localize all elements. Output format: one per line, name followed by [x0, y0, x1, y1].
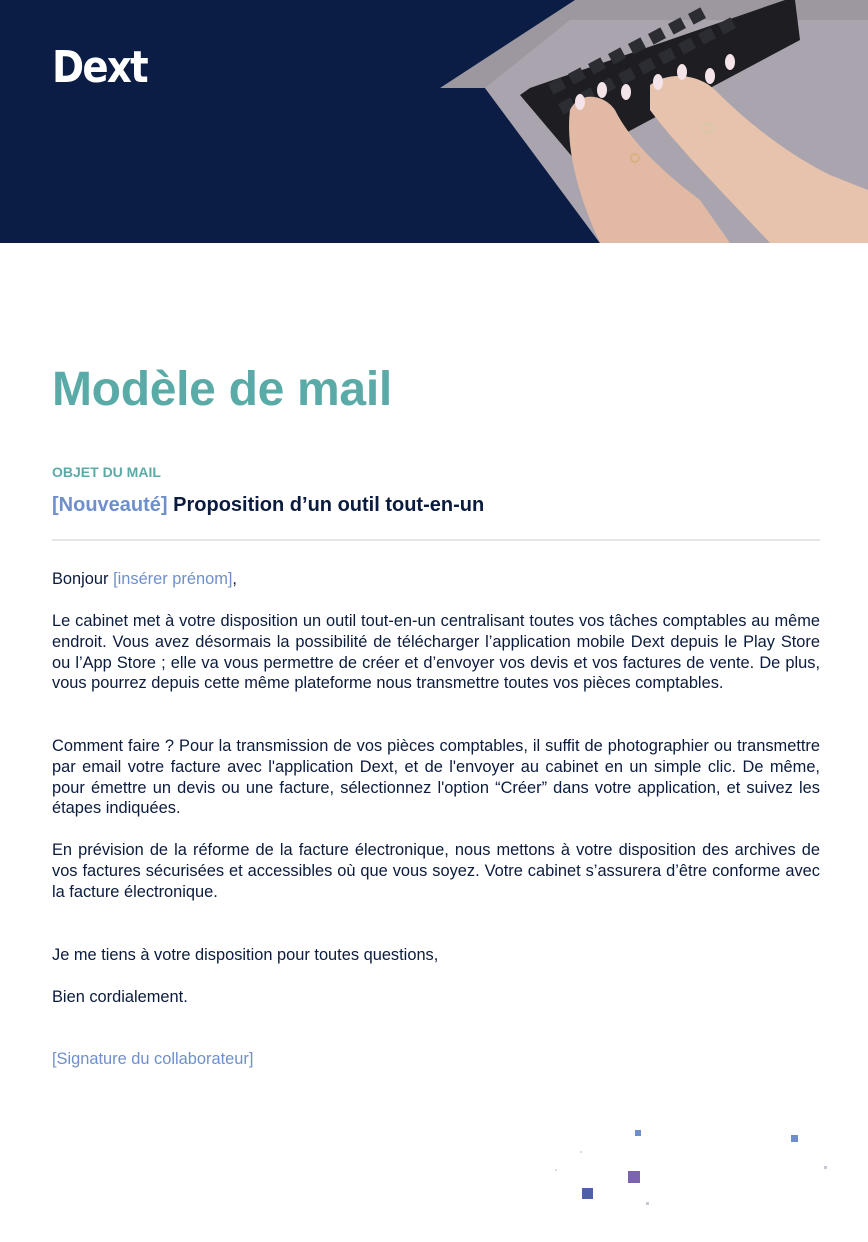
- decor-square: [628, 1171, 640, 1183]
- laptop-typing-photo: [430, 0, 868, 243]
- subject-label: OBJET DU MAIL: [52, 464, 161, 480]
- subject-line: [52, 494, 484, 517]
- greeting-comma: ,: [232, 570, 237, 588]
- greeting-text: Bonjour: [52, 570, 109, 588]
- closing-regards: Bien cordialement.: [52, 988, 188, 1006]
- paragraph-how-to: Comment faire ? Pour la transmission de vos pièces comptables, il suffit de photographier ou transmettre par email votre facture avec l'application Dext, et de l'envoyer au cabinet en un simple clic. De même, pour émettre un devis ou une facture, sélectionnez l'option “Créer” dans votre application, et suivez les étapes indiquées.: [52, 737, 820, 818]
- decor-square: [555, 1169, 557, 1171]
- decor-square: [791, 1135, 798, 1142]
- decor-square: [824, 1166, 827, 1169]
- decor-square: [635, 1130, 641, 1136]
- greeting-line: [52, 569, 820, 590]
- decorative-dots: [540, 1120, 840, 1220]
- dext-logo: Dext: [52, 42, 147, 93]
- divider: [52, 539, 820, 541]
- first-name-placeholder: [insérer prénom]: [113, 570, 233, 588]
- paragraph-e-invoicing: En prévision de la réforme de la facture électronique, nous mettons à votre disposition des archives de vos factures sécurisées et accessibles où que vous soyez. Votre cabinet s’assurera d’être conforme avec la facture électronique.: [52, 841, 820, 901]
- closing-availability: Je me tiens à votre disposition pour toutes questions,: [52, 946, 439, 964]
- header-banner: [0, 0, 868, 243]
- subject-tag-placeholder: [Nouveauté]: [52, 494, 168, 516]
- page-title: Modèle de mail: [52, 363, 392, 416]
- paragraph-app-intro: Le cabinet met à votre disposition un outil tout-en-un centralisant toutes vos tâches comptables au même endroit. Vous avez désormais la possibilité de télécharger l’application mobile Dext depuis le Play Store ou l’App Store ; elle va vous permettre de créer et d’envoyer vos devis et vos factures de vente. De plus, vous pourrez depuis cette même plateforme nous transmettre toutes vos pièces comptables.: [52, 612, 820, 693]
- decor-square: [646, 1202, 649, 1205]
- decor-square: [580, 1151, 582, 1153]
- signature-placeholder: [Signature du collaborateur]: [52, 1050, 254, 1068]
- decor-square: [582, 1188, 593, 1199]
- subject-text: Proposition d’un outil tout-en-un: [173, 494, 485, 516]
